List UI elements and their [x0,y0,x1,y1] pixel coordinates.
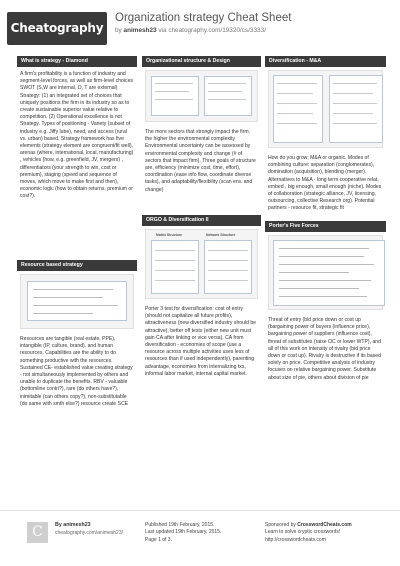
diagram-line [208,270,248,271]
diagram-line [33,289,113,290]
diagram-line [277,83,317,84]
diagram-line [279,280,371,281]
five-forces-diagram [268,235,383,310]
diagram-line [208,280,248,281]
author-avatar[interactable]: C [27,522,48,543]
sponsor-tagline: Learn to solve cryptic crosswords! [265,529,341,536]
org-structure-diagram [145,70,258,122]
diagram-title-network: Network Structure [206,233,236,237]
sponsor-url[interactable]: http://crosswordcheats.com [265,536,326,543]
diagram-line [208,91,242,92]
diagram-line [279,256,364,257]
diagram-line [333,103,377,104]
published-date: Published 19th February, 2015. [145,522,215,528]
diagram-line [33,305,118,306]
section-heading-five-forces: Porter's Five Forces [265,221,386,232]
diagram-box [204,240,252,294]
diagram-line [155,99,193,100]
byline-via: via [156,27,169,34]
section-text-diversification-ma: How do you grow; M&A or organic. Modes of combining culture: separation (conglomerates), domination (acquisition), blending (merger). Alternatives to M&A - long term cooperative relat, embed , big enough, small enough (niche). Modes of collaboration (strategic alliance, JV, licensing, outsourcing, collective Research org). Potential partners - resource fit, strategic fit [268,155,382,212]
diagram-line [279,288,359,289]
diagram-line [277,103,317,104]
section-text-diamond: A firm's profitability is a function of industry and segment-level forces, as well as firm-level choices SWOT (S,W are internal, O, T are external) Strategy: (1) an integrated set of choices that uniquely positions the firm in its industry so as to create sustainable superior value relative to competition. (2) Operational excellence is not Strategy. Types of positioning - Variety (subset of industry e.g. Jiffy lube), need, and access (rural vs. urban) based. Strategy framework has five elements (strategy element are congruent/fit well), arenas (where, international, local, manufacturing) , vehicles (how, e.g. greenfield, JV, mergers) , differentiators (your strength to win, cost or premium), staging (speed and sequence of moves, which move to make first and then), economic logic (how to obtain returns, premium or cost?). [20,71,134,200]
page-number: Page 1 of 3. [145,536,172,543]
page-footer [0,510,400,566]
section-heading-orgo-diversification: ORGO & Diversification II [142,215,261,226]
column-1 [17,56,137,410]
matrix-network-diagram [145,229,258,299]
section-heading-diversification-ma: Diversification - M&A [265,56,386,67]
sponsor-line: Sponsored by CrosswordCheats.com [265,522,352,528]
diagram-line [333,123,377,124]
footer-author-url[interactable]: cheatography.com/animesh23/ [55,530,124,536]
diagram-box [329,75,383,143]
diagram-line [155,280,195,281]
sponsor-link[interactable]: CrosswordCheats.com [297,522,352,528]
byline [115,27,266,34]
footer-sponsor [265,522,352,544]
ma-diagram [268,70,383,148]
section-heading-org-structure: Organizational structure & Design [142,56,261,67]
diagram-line [33,297,103,298]
diagram-line [155,270,195,271]
page-title: Organization strategy Cheat Sheet [115,12,292,24]
diagram-line [208,260,248,261]
diagram-line [155,260,195,261]
diagram-line [208,83,246,84]
section-heading-resource: Resource based strategy [17,260,137,271]
resource-diagram [20,274,134,329]
diagram-line [155,83,193,84]
section-text-resource: Resources are tangible (real estate, PPE), intangible (IP, culture, brand), and human resources. Capabilities are the ability to do something productive with the resources. Sustained CE- established value creating strategy - not simultaneously implemented by others and unable to duplicate the benefits. RBV - valuable (bottomline contri?), rare (do others have?), inimitable (can others copy?), non-substitutable (do same with smth else?) resource create SCE [20,336,133,407]
diagram-box [204,76,252,116]
footer-author[interactable]: By animesh23 [55,522,91,528]
diagram-line [333,113,373,114]
diagram-line [279,272,349,273]
diagram-line [208,250,248,251]
section-text-org-structure: The more sectors that strongly impact the firm, the higher the environmental complexity Environmental uncertainty can be assessed by environmental complexity and change (# of sectors that impact firm). Three goals of structure are, efficiency (minimize cost, time, effort), coordination (ease info flow, coordinate diverse tasks), and adaptability/flexibility (scan env. and change) [145,129,256,193]
column-3 [265,56,386,384]
diagram-line [333,83,377,84]
footer-publication-info [145,522,221,544]
diagram-line [277,123,317,124]
section-heading-diamond: What is strategy - Diamond [17,56,137,67]
diagram-line [279,248,369,249]
sheet-url-link[interactable]: cheatography.com/19320/cs/3333/ [168,27,266,34]
diagram-box [151,76,199,116]
diagram-box [273,75,323,143]
section-text-five-forces: Threat of entry (bid price down or cost up (bargaining power of buyers (influence price), bargaining power of suppliers (influence cost), threat of substitutes (raise OC or lower WTP), and all of this work on intensity of rivalry (bid price down or cost up). Rivalry is destructive if its based solely on price. Competitive analysis of industry focuses on relative bargaining power. Substitute about size of pie, others about division of pie [268,317,381,381]
section-text-orgo-diversification: Porter 3 test for diversification: cost of entry (should not capitalize all future profits), attractiveness (new diversified industry should be attractive), better off tests (either new unit must gain CA after linking or vice versa). CA from diversification - economies of scope (use a resource across multiple activities uses less of resources than if used independently), parenting advantage, economies from internalizing txs, informal labor market, internal capital market. [145,306,256,377]
diagram-box [151,240,199,294]
diagram-line [155,250,195,251]
diagram-line [155,91,189,92]
column-2 [142,56,261,380]
diagram-title-matrix: Matrix Structure [156,233,183,237]
diagram-line [208,99,246,100]
diagram-box [27,281,127,321]
author-link[interactable]: animesh23 [123,27,157,34]
diagram-line [277,93,313,94]
byline-prefix: by [115,27,124,34]
cheatography-logo[interactable]: Cheatography [7,12,107,45]
diagram-line [279,296,367,297]
diagram-line [333,93,373,94]
diagram-line [277,113,313,114]
diagram-line [279,264,374,265]
updated-date: Last updated 19th February, 2015. [145,529,222,536]
page-header [0,0,400,56]
diagram-line [33,313,93,314]
